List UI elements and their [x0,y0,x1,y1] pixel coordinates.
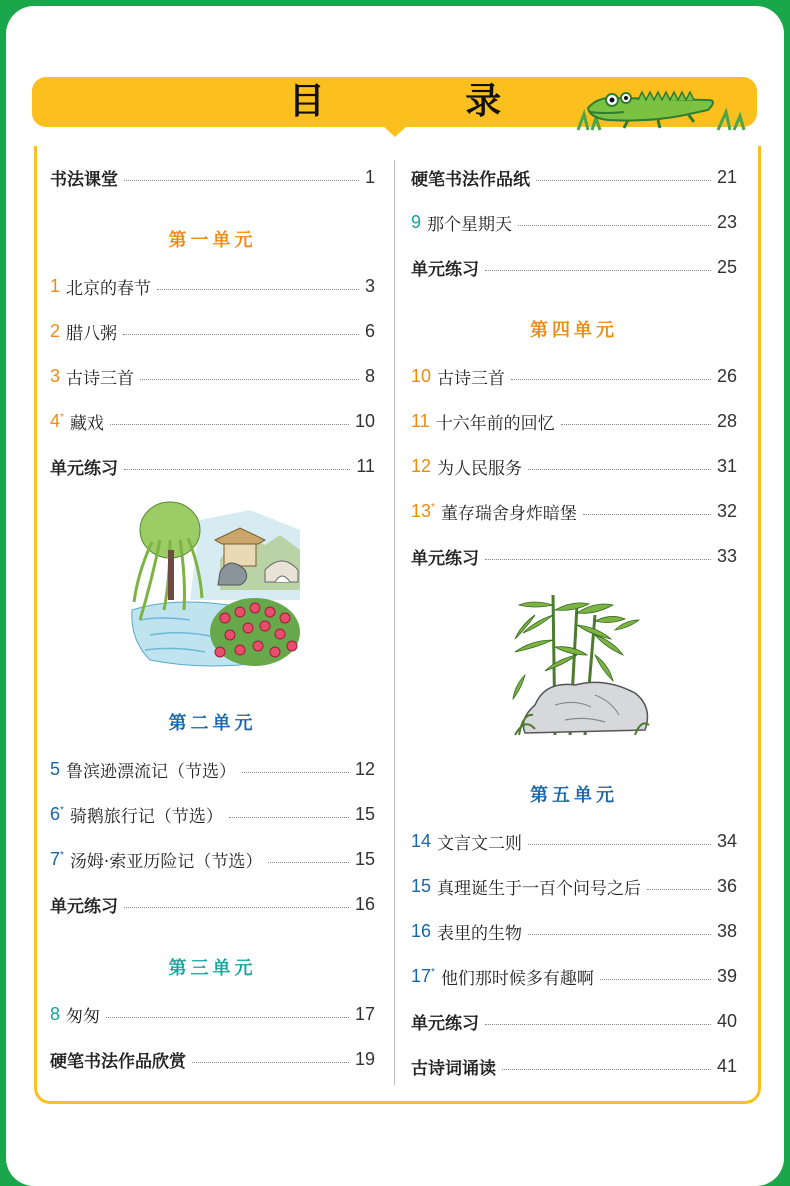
unit-heading-2: 第二单元 [168,713,257,734]
page-number: 25 [716,256,737,277]
leader-dots [268,862,349,863]
page-number: 40 [716,1010,737,1031]
entry-title: 汤姆·索亚历险记（节选） [69,851,263,872]
entry-title: 腊八粥 [66,323,118,344]
lesson-number: 8 [50,1003,61,1024]
leader-dots [600,979,711,980]
leader-dots [124,469,350,470]
lesson-number: 11 [411,410,430,431]
leader-dots [124,180,359,181]
lesson-number: 10 [411,365,432,386]
page-number: 21 [716,166,737,187]
entry-title: 单元练习 [50,458,118,479]
entry-title: 北京的春节 [66,278,152,299]
lesson-number: 17* [411,965,435,986]
lesson-number: 16 [411,920,432,941]
toc-entry-lesson-13[interactable] [411,497,737,525]
toc-entry-lesson-16[interactable] [411,917,737,945]
entry-title: 单元练习 [50,896,118,917]
lesson-number: 7* [50,848,64,869]
entry-title: 文言文二则 [437,833,523,854]
page-number: 38 [716,920,737,941]
page-number: 36 [716,875,737,896]
column-divider [394,160,395,1085]
entry-title: 骑鹅旅行记（节选） [69,806,223,827]
lesson-number: 13* [411,500,435,521]
toc-entry-unit-exercise-1[interactable] [50,452,375,480]
page-number: 12 [354,758,375,779]
toc-entry-lesson-3[interactable] [50,362,375,390]
leader-dots [518,225,711,226]
lesson-number: 5 [50,758,61,779]
leader-dots [647,889,711,890]
toc-entry-unit-exercise-5[interactable] [411,1007,737,1035]
toc-entry-lesson-10[interactable] [411,362,737,390]
toc-entry-lesson-14[interactable] [411,827,737,855]
leader-dots [485,1024,711,1025]
toc-entry-unit-exercise-2[interactable] [50,890,375,918]
leader-dots [528,844,711,845]
toc-entry-lesson-1[interactable] [50,272,375,300]
toc-entry-lesson-11[interactable] [411,407,737,435]
entry-title: 十六年前的回忆 [435,413,555,434]
lesson-number: 2 [50,320,61,341]
leader-dots [106,1017,349,1018]
entry-title: 为人民服务 [437,458,523,479]
leader-dots [123,334,359,335]
entry-title: 古诗词诵读 [411,1058,496,1079]
entry-title: 单元练习 [411,548,479,569]
toc-entry-calligraphy-class[interactable] [50,163,375,191]
page-number: 26 [716,365,737,386]
entry-title: 匆匆 [66,1006,101,1027]
page-number: 1 [364,166,375,187]
leader-dots [528,469,711,470]
leader-dots [124,907,349,908]
entry-title: 单元练习 [411,1013,479,1034]
entry-title: 董存瑞舍身炸暗堡 [440,503,577,524]
entry-title: 单元练习 [411,259,479,280]
entry-title: 古诗三首 [437,368,506,389]
toc-entry-lesson-5[interactable] [50,755,375,783]
leader-dots [485,270,711,271]
leader-dots [511,379,711,380]
toc-entry-lesson-15[interactable] [411,872,737,900]
page-number: 19 [354,1048,375,1069]
toc-entry-lesson-4[interactable] [50,407,375,435]
page-number: 31 [716,455,737,476]
entry-title: 鲁滨逊漂流记（节选） [66,761,237,782]
lesson-number: 4* [50,410,64,431]
toc-entry-lesson-7[interactable] [50,845,375,873]
page-number: 8 [364,365,375,386]
page-number: 3 [364,275,375,296]
lesson-number: 6* [50,803,64,824]
leader-dots [229,817,349,818]
lesson-number: 9 [411,211,422,232]
page-number: 11 [356,455,375,476]
lesson-number: 3 [50,365,61,386]
toc-entry-calligraphy-paper[interactable] [411,163,737,191]
leader-dots [502,1069,711,1070]
header-pointer [383,126,407,137]
entry-title: 那个星期天 [427,214,513,235]
page-number: 33 [716,545,737,566]
page-number: 41 [716,1055,737,1076]
lesson-number: 15 [411,875,432,896]
crocodile-illustration [568,86,753,134]
leader-dots [561,424,711,425]
lake-garden-illustration [130,500,300,670]
unit-heading-3: 第三单元 [168,958,257,979]
unit-heading-1: 第一单元 [168,230,257,251]
entry-title: 硬笔书法作品欣赏 [50,1051,186,1072]
entry-title: 表里的生物 [437,923,523,944]
lesson-number: 12 [411,455,432,476]
leader-dots [528,934,711,935]
leader-dots [583,514,711,515]
page-number: 34 [716,830,737,851]
entry-title: 书法课堂 [50,169,118,190]
entry-title: 他们那时候多有趣啊 [440,968,594,989]
entry-title: 真理诞生于一百个问号之后 [437,878,642,899]
toc-entry-unit-exercise-3[interactable] [411,253,737,281]
unit-heading-4: 第四单元 [530,320,618,341]
leader-dots [536,180,711,181]
toc-entry-lesson-2[interactable] [50,317,375,345]
lesson-number: 14 [411,830,432,851]
page-number: 17 [354,1003,375,1024]
page-number: 32 [716,500,737,521]
leader-dots [485,559,711,560]
toc-entry-lesson-8[interactable] [50,1000,375,1028]
entry-title: 藏戏 [69,413,104,434]
leader-dots [157,289,359,290]
entry-title: 古诗三首 [66,368,135,389]
toc-entry-lesson-9[interactable] [411,208,737,236]
page-number: 6 [364,320,375,341]
leader-dots [140,379,359,380]
page-number: 23 [716,211,737,232]
toc-entry-lesson-6[interactable] [50,800,375,828]
page-title: 目 录 [288,81,566,122]
toc-entry-ancient-poetry-recitation[interactable] [411,1052,737,1080]
toc-entry-lesson-17[interactable] [411,962,737,990]
leader-dots [242,772,349,773]
page-number: 16 [354,893,375,914]
leader-dots [110,424,349,425]
bamboo-rock-illustration [495,585,655,745]
unit-heading-5: 第五单元 [530,785,618,806]
leader-dots [192,1062,349,1063]
lesson-number: 1 [50,275,61,296]
page-number: 39 [716,965,737,986]
page-number: 15 [354,848,375,869]
toc-entry-lesson-12[interactable] [411,452,737,480]
entry-title: 硬笔书法作品纸 [411,169,530,190]
page-number: 28 [716,410,737,431]
toc-entry-calligraphy-appreciation[interactable] [50,1045,375,1073]
toc-entry-unit-exercise-4[interactable] [411,542,737,570]
page-number: 10 [354,410,375,431]
page-number: 15 [354,803,375,824]
